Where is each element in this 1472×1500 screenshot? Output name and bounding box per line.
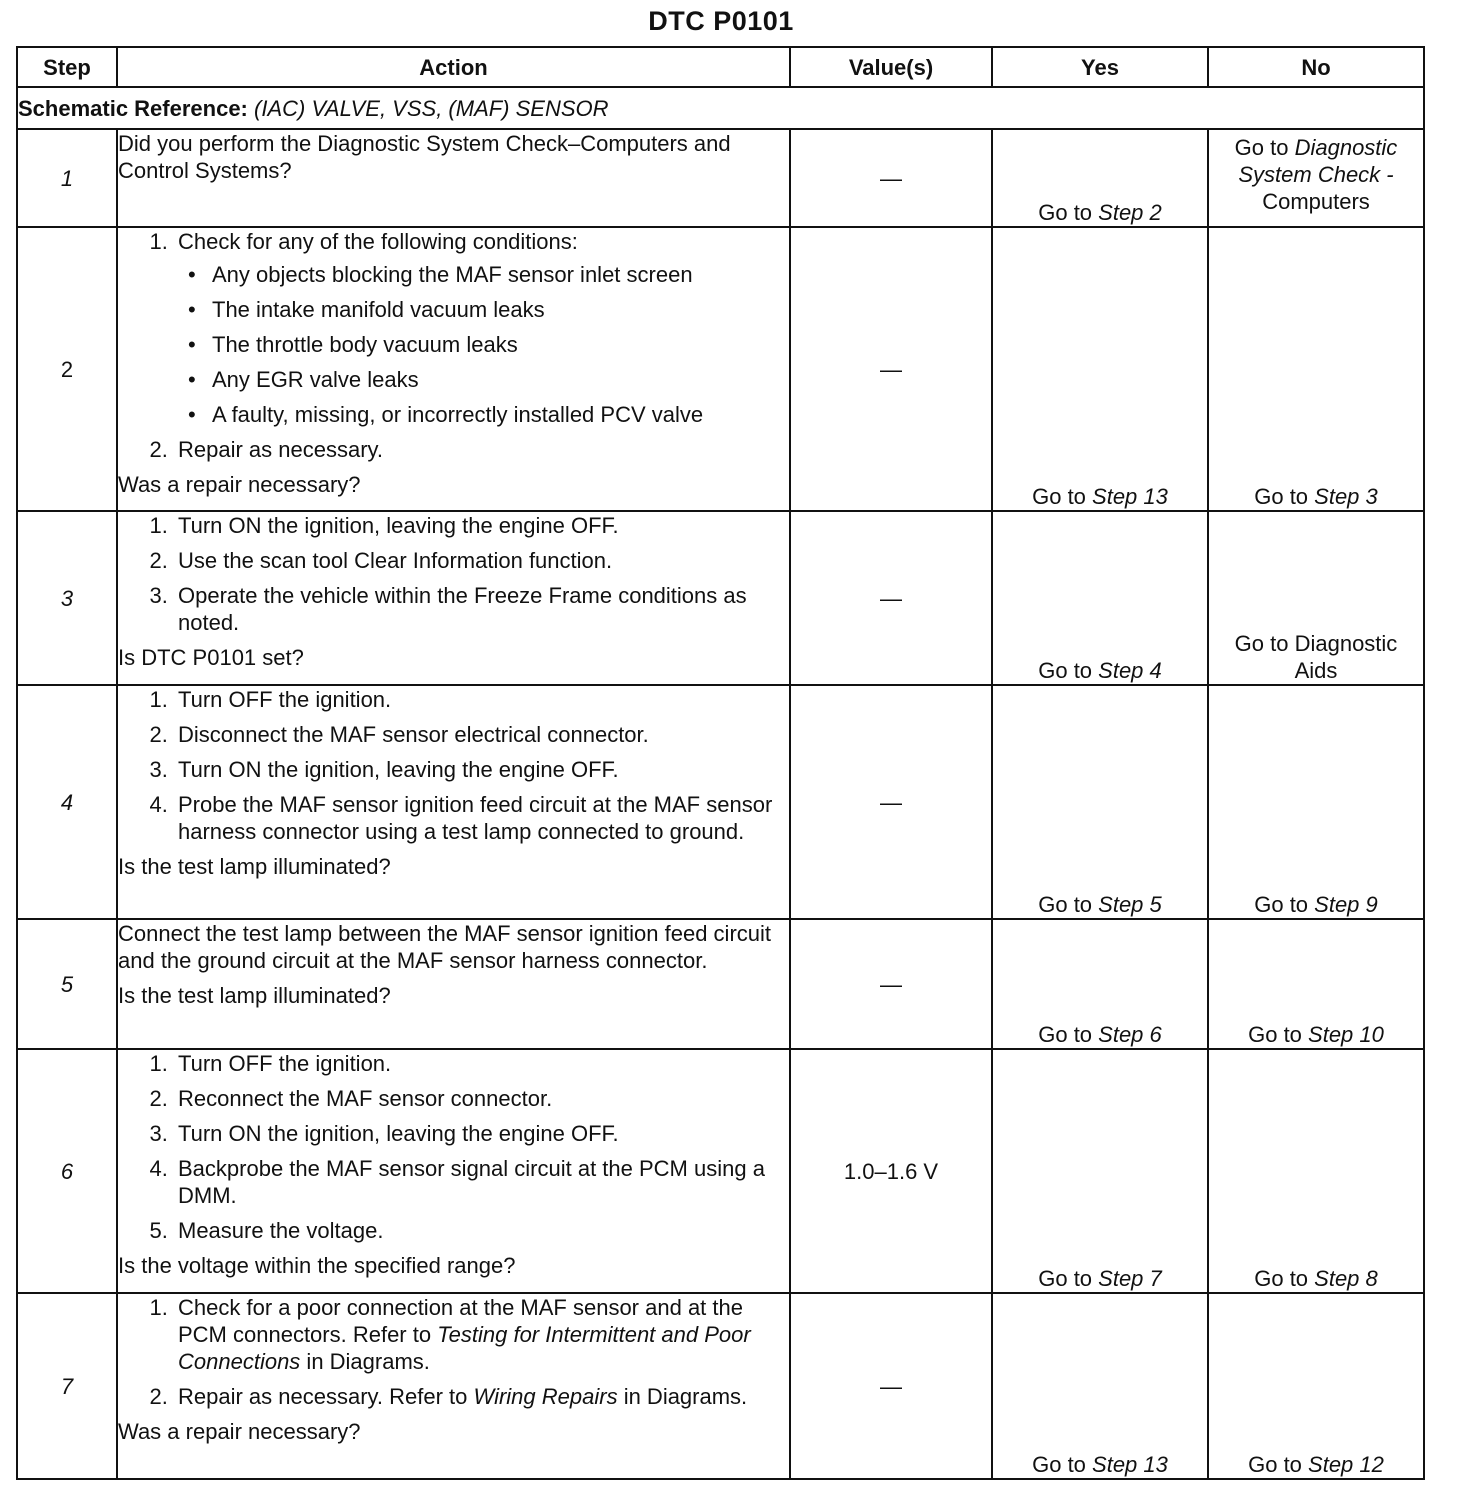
step-number: 7 xyxy=(17,1293,117,1479)
no-cell: Go to Diagnostic System Check - Computers xyxy=(1208,129,1424,227)
action-cell xyxy=(117,685,790,919)
list-item: • Any EGR valve leaks xyxy=(212,366,789,393)
value-cell: — xyxy=(790,1293,992,1479)
step-number: 4 xyxy=(17,685,117,919)
no-cell: Go to Diagnostic Aids xyxy=(1208,511,1424,685)
list-item: • Any objects blocking the MAF sensor inlet screen xyxy=(212,261,789,288)
action-cell xyxy=(117,1293,790,1479)
header-no: No xyxy=(1208,47,1424,87)
table-row xyxy=(17,129,1424,227)
action-step: 1. Turn OFF the ignition. xyxy=(174,686,789,713)
action-question: Was a repair necessary? xyxy=(118,472,361,497)
action-step: 2. Reconnect the MAF sensor connector. xyxy=(174,1085,789,1112)
action-cell xyxy=(117,227,790,511)
action-question: Is the voltage within the specified range? xyxy=(118,1253,516,1278)
action-step: 1. Turn OFF the ignition. xyxy=(174,1050,789,1077)
action-step: 2. Use the scan tool Clear Information function. xyxy=(174,547,789,574)
table-row xyxy=(17,1293,1424,1479)
action-step: 5. Measure the voltage. xyxy=(174,1217,789,1244)
action-cell: Did you perform the Diagnostic System Check–Computers and Control Systems? xyxy=(117,129,790,227)
action-cell: Connect the test lamp between the MAF sensor ignition feed circuit and the ground circuit at the MAF sensor harness connector. Is the test lamp illuminated? xyxy=(117,919,790,1049)
page-title: DTC P0101 xyxy=(648,6,794,36)
action-steps xyxy=(118,1294,789,1410)
action-step: 4. Probe the MAF sensor ignition feed circuit at the MAF sensor harness connector using a test lamp connected to ground. xyxy=(174,791,789,845)
action-question: Was a repair necessary? xyxy=(118,1419,361,1444)
action-step: 2. Repair as necessary. Refer to Wiring Repairs in Diagrams. xyxy=(174,1383,789,1410)
value-cell: 1.0–1.6 V xyxy=(790,1049,992,1293)
action-cell xyxy=(117,1049,790,1293)
table-row xyxy=(17,511,1424,685)
action-cell xyxy=(117,511,790,685)
no-cell: Go to Step 8 xyxy=(1208,1049,1424,1293)
action-step: 3. Turn ON the ignition, leaving the engine OFF. xyxy=(174,756,789,783)
action-step: 3. Turn ON the ignition, leaving the engine OFF. xyxy=(174,1120,789,1147)
diagnostic-table xyxy=(16,46,1425,1480)
value-cell: — xyxy=(790,685,992,919)
action-step: 3. Operate the vehicle within the Freeze Frame conditions as noted. xyxy=(174,582,789,636)
yes-cell: Go to Step 5 xyxy=(992,685,1208,919)
step-number: 1 xyxy=(17,129,117,227)
step-number: 6 xyxy=(17,1049,117,1293)
table-row xyxy=(17,227,1424,511)
schematic-reference: Schematic Reference: (IAC) VALVE, VSS, (MAF) SENSOR xyxy=(17,87,1424,129)
action-step: 1. Turn ON the ignition, leaving the engine OFF. xyxy=(174,512,789,539)
step-number: 5 xyxy=(17,919,117,1049)
yes-cell: Go to Step 7 xyxy=(992,1049,1208,1293)
yes-cell: Go to Step 6 xyxy=(992,919,1208,1049)
header-values: Value(s) xyxy=(790,47,992,87)
action-steps xyxy=(118,686,789,845)
no-cell: Go to Step 10 xyxy=(1208,919,1424,1049)
list-item: • The throttle body vacuum leaks xyxy=(212,331,789,358)
header-row xyxy=(17,47,1424,87)
step-number: 3 xyxy=(17,511,117,685)
list-item: • A faulty, missing, or incorrectly installed PCV valve xyxy=(212,401,789,428)
action-question: Is the test lamp illuminated? xyxy=(118,854,391,879)
value-cell: — xyxy=(790,919,992,1049)
header-yes: Yes xyxy=(992,47,1208,87)
action-step: 1. Check for any of the following conditions: • Any objects blocking the MAF sensor inlet screen • The intake manifold vacuum leaks • The throttle body vacuum leaks • Any EGR valve leaks • A faulty, missing, or incorrectly installed PCV valve xyxy=(174,228,789,428)
header-action: Action xyxy=(117,47,790,87)
action-question: Is DTC P0101 set? xyxy=(118,645,304,670)
action-steps xyxy=(118,1050,789,1244)
yes-cell: Go to Step 4 xyxy=(992,511,1208,685)
yes-cell: Go to Step 13 xyxy=(992,227,1208,511)
list-item: • The intake manifold vacuum leaks xyxy=(212,296,789,323)
action-step: 1. Check for a poor connection at the MAF sensor and at the PCM connectors. Refer to Testing for Intermittent and Poor Connections in Diagrams. xyxy=(174,1294,789,1375)
yes-cell: Go to Step 13 xyxy=(992,1293,1208,1479)
action-step: 2. Disconnect the MAF sensor electrical connector. xyxy=(174,721,789,748)
table-row xyxy=(17,685,1424,919)
no-cell: Go to Step 12 xyxy=(1208,1293,1424,1479)
header-step: Step xyxy=(17,47,117,87)
action-steps xyxy=(118,512,789,636)
condition-list xyxy=(178,261,789,428)
action-question: Is the test lamp illuminated? xyxy=(118,983,391,1008)
no-cell: Go to Step 3 xyxy=(1208,227,1424,511)
action-step: 4. Backprobe the MAF sensor signal circuit at the PCM using a DMM. xyxy=(174,1155,789,1209)
value-cell: — xyxy=(790,227,992,511)
value-cell: — xyxy=(790,129,992,227)
action-steps xyxy=(118,228,789,463)
no-cell: Go to Step 9 xyxy=(1208,685,1424,919)
value-cell: — xyxy=(790,511,992,685)
step-number: 2 xyxy=(17,227,117,511)
action-step: 2. Repair as necessary. xyxy=(174,436,789,463)
yes-cell: Go to Step 2 xyxy=(992,129,1208,227)
table-row xyxy=(17,1049,1424,1293)
schematic-row xyxy=(17,87,1424,129)
table-row xyxy=(17,919,1424,1049)
